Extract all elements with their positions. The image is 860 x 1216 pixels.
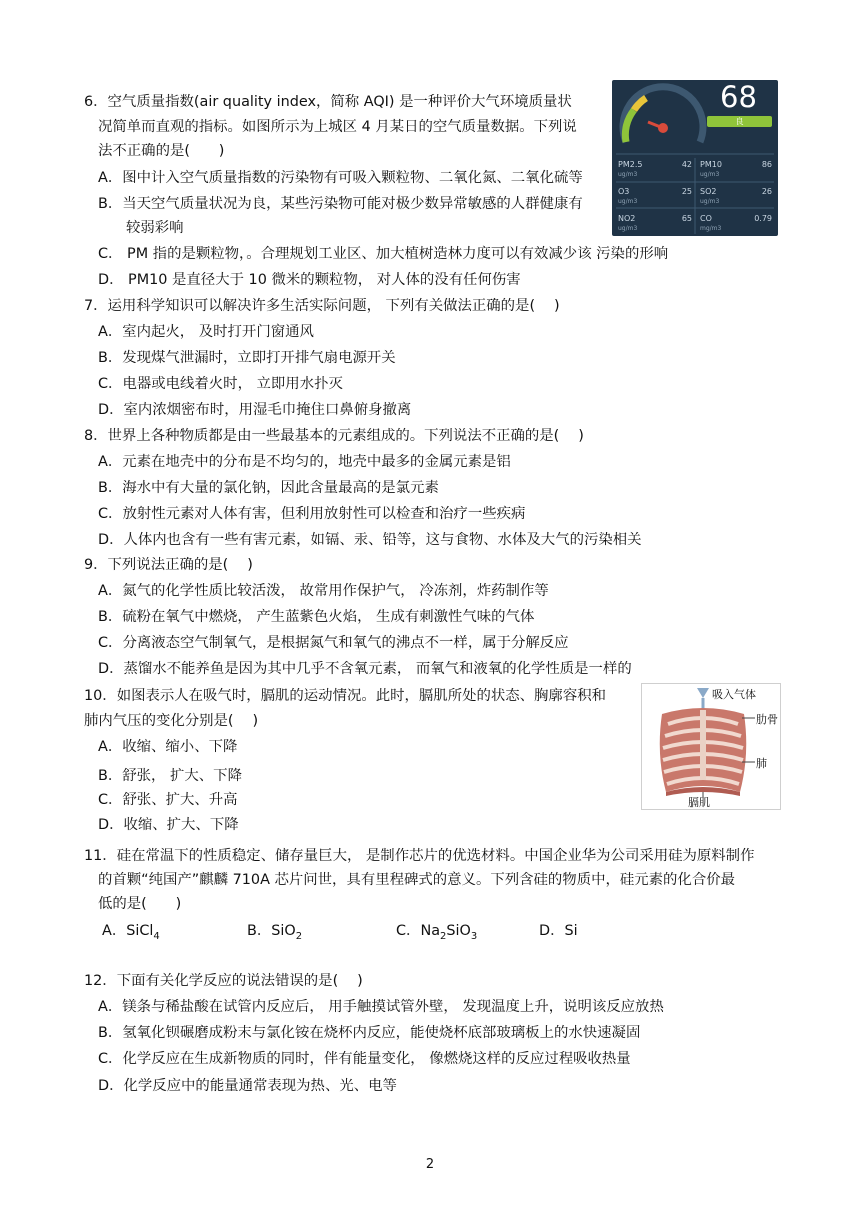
page-number: 2	[425, 1157, 435, 1172]
q7-option-a: A．室内起火， 及时打开门窗通风	[98, 324, 314, 340]
q11-option-c	[396, 920, 477, 948]
q11-option-b	[247, 920, 302, 948]
q11-option-c-sub1: 2	[440, 930, 447, 942]
q10-option-b: B．舒张， 扩大、下降	[98, 768, 242, 784]
q11-option-a-text: A．SiCl	[102, 923, 154, 939]
pollutant-name: O3	[618, 187, 630, 196]
aqi-cell-pm25	[618, 160, 692, 180]
q9-stem: 9．下列说法正确的是( )	[84, 557, 253, 573]
q12-option-c: C．化学反应在生成新物质的同时，伴有能量变化， 像燃烧这样的反应过程吸收热量	[98, 1051, 631, 1067]
pollutant-name: PM2.5	[618, 160, 643, 169]
q12-option-a: A．镁条与稀盐酸在试管内反应后， 用手触摸试管外壁， 发现温度上升，说明该反应放热	[98, 999, 664, 1015]
q7-option-b: B．发现煤气泄漏时，立即打开排气扇电源开关	[98, 350, 396, 366]
q10-option-c: C．舒张、扩大、升高	[98, 792, 238, 808]
pollutant-unit: ug/m3	[618, 225, 638, 232]
q6-stem-line3: 法不正确的是( )	[98, 143, 225, 159]
q6-option-b-cont: 较弱彩响	[126, 220, 184, 236]
pollutant-value: 26	[761, 187, 772, 196]
q12-option-d: D．化学反应中的能量通常表现为热、光、电等	[98, 1078, 397, 1094]
q11-option-b-text: B．SiO	[247, 923, 296, 939]
q11-option-a-sub: 4	[153, 930, 160, 942]
pollutant-value: 42	[681, 160, 692, 169]
aqi-value: 68	[720, 80, 757, 114]
pollutant-value: 65	[681, 214, 692, 223]
q11-stem-line2: 的首颗“纯国产”麒麟 710A 芯片问世，具有里程碑式的意义。下列含硅的物质中，硅元素的化合价最	[98, 872, 735, 888]
q10-stem-line1: 10．如图表示人在吸气时，膈肌的运动情况。此时，膈肌所处的状态、胸廓容积和	[84, 688, 606, 704]
q6-option-a: A．图中计入空气质量指数的污染物有可吸入颗粒物、二氧化氮、二氧化硫等	[98, 170, 583, 186]
q9-option-c: C．分离液态空气制氧气，是根据氮气和氧气的沸点不一样，属于分解反应	[98, 635, 569, 651]
aqi-cell-pm10	[700, 160, 772, 180]
q6-stem-line1: 6．空气质量指数(air quality index，简称 AQI) 是一种评价大气环境质量状	[84, 94, 572, 110]
pollutant-unit: ug/m3	[618, 171, 638, 178]
q12-stem: 12．下面有关化学反应的说法错误的是( )	[84, 973, 363, 989]
aqi-cell-o3	[618, 187, 692, 207]
q11-option-c-text: C．Na	[396, 923, 441, 939]
aqi-level-badge: 良	[735, 117, 744, 126]
q6-option-b: B．当天空气质量状况为良，某些污染物可能对极少数异常敏感的人群健康有	[98, 196, 583, 212]
q10-stem-line2: 肺内气压的变化分别是( )	[84, 713, 259, 729]
q12-option-b: B．氢氧化钡碾磨成粉末与氯化铵在烧杯内反应，能使烧杯底部玻璃板上的水快速凝固	[98, 1025, 641, 1041]
rib-label: 肋骨	[756, 713, 778, 726]
aqi-panel-image	[612, 80, 778, 236]
q11-option-c-sub2: 3	[470, 930, 478, 942]
q9-option-b: B．硫粉在氧气中燃烧， 产生蓝紫色火焰， 生成有刺激性气味的气体	[98, 609, 535, 625]
aqi-cell-so2	[700, 187, 772, 207]
q8-stem: 8．世界上各种物质都是由一些最基本的元素组成的。下列说法不正确的是( )	[84, 428, 584, 444]
q9-option-d: D．蒸馏水不能养鱼是因为其中几乎不含氧元素， 而氧气和液氧的化学性质是一样的	[98, 661, 632, 677]
q8-option-c: C．放射性元素对人体有害，但利用放射性可以检查和治疗一些疾病	[98, 506, 526, 522]
q6-stem-line2: 况简单而直观的指标。如图所示为上城区 4 月某日的空气质量数据。下列说	[98, 119, 577, 135]
pollutant-name: SO2	[700, 187, 717, 196]
q8-option-a: A．元素在地壳中的分布是不均匀的，地壳中最多的金属元素是铝	[98, 454, 511, 470]
q8-option-b: B．海水中有大量的氯化钠，因此含量最高的是氯元素	[98, 480, 439, 496]
diaphragm-label: 膈肌	[688, 796, 710, 809]
pollutant-value: 86	[761, 160, 772, 169]
ribcage-graphic	[642, 684, 780, 809]
q8-option-d: D．人体内也含有一些有害元素，如镉、汞、铅等，这与食物、水体及大气的污染相关	[98, 532, 642, 548]
q10-option-a: A．收缩、缩小、下降	[98, 739, 238, 755]
pollutant-unit: ug/m3	[700, 171, 720, 178]
q11-option-a	[102, 920, 160, 948]
ribcage-diagram	[641, 683, 781, 810]
q7-option-d: D．室内浓烟密布时，用湿毛巾掩住口鼻俯身撤离	[98, 402, 412, 418]
q7-stem: 7．运用科学知识可以解决许多生活实际问题， 下列有关做法正确的是( )	[84, 298, 560, 314]
pollutant-name: PM10	[700, 160, 722, 169]
q11-stem-line1: 11．硅在常温下的性质稳定、储存量巨大， 是制作芯片的优选材料。中国企业华为公司采用硅为原料制作	[84, 848, 755, 864]
pollutant-value: 0.79	[754, 214, 772, 223]
pollutant-unit: ug/m3	[700, 198, 720, 205]
pollutant-unit: ug/m3	[618, 198, 638, 205]
lung-label: 肺	[756, 757, 767, 770]
pollutant-unit: mg/m3	[700, 225, 722, 232]
q9-option-a: A．氮气的化学性质比较活泼， 故常用作保护气， 冷冻剂，炸药制作等	[98, 583, 549, 599]
q6-option-c: C． PM 指的是颗粒物，。合理规划工业区、加大植树造林力度可以有效减少该 污染的形响	[98, 246, 669, 262]
aqi-cell-co	[700, 214, 772, 234]
pollutant-name: NO2	[618, 214, 636, 223]
q10-option-d: D．收缩、扩大、下降	[98, 817, 239, 833]
pollutant-name: CO	[700, 214, 712, 223]
q11-option-c-mid: SiO	[446, 923, 471, 939]
q11-stem-line3: 低的是( )	[98, 896, 182, 912]
aqi-cell-no2	[618, 214, 692, 234]
q6-option-d: D． PM10 是直径大于 10 微米的颗粒物， 对人体的没有任何伤害	[98, 272, 521, 288]
q11-option-b-sub: 2	[295, 930, 303, 942]
pollutant-value: 25	[681, 187, 692, 196]
q11-option-d: D．Si	[539, 923, 578, 939]
inhaled-air-label: 吸入气体	[712, 688, 756, 701]
q7-option-c: C．电器或电线着火时， 立即用水扑灭	[98, 376, 343, 392]
